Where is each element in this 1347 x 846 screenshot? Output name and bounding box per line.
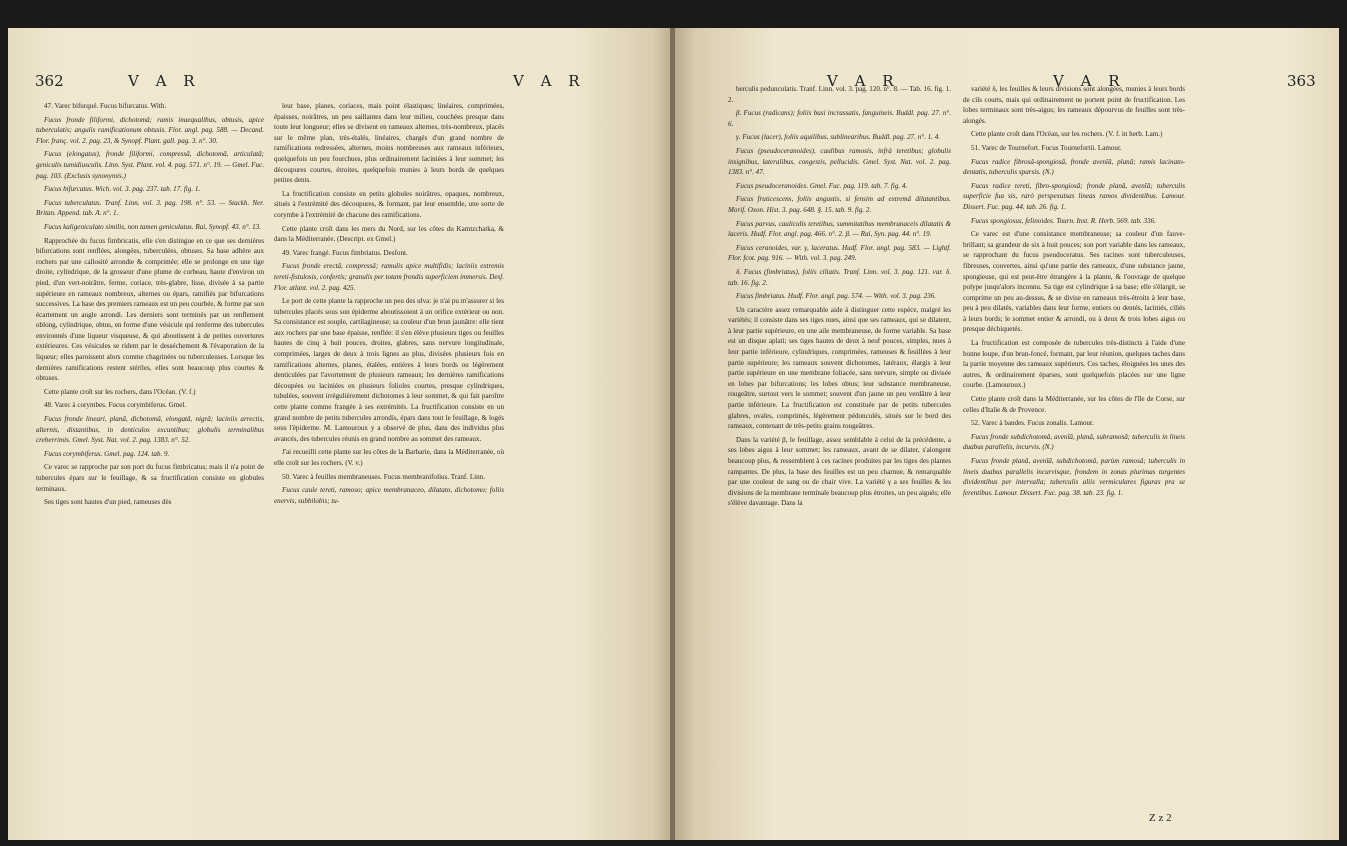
signature-mark: Z z 2: [1149, 812, 1172, 824]
paragraph: Fucus (pseudoceranoides), caulibus ramosis, infrà teretibus; globulis insignibus, lateralibus, congestis, pellucidis. Gmel. Syst. Nat. vol. 2. pag. 1383. n°. 47.: [728, 146, 951, 177]
paragraph: β. Fucus (radicans); foliis basi incrassatis, fanguineis. Buddl. pag. 27. n°. 6.: [728, 109, 951, 128]
paragraph: Fucus parvus, cauliculis teretibus, summitatibus membranaceis dilatatis & laceris. Hudf. Flor. angl. pag. 466. n°. 2. β. — Rai, Syn. pag. 44. n°. 19.: [728, 219, 951, 239]
paragraph: Ce varec se rapproche par son port du fucus fimbricatus; mais il n'a point de tubercules épars sur le feuillage, & sa fructification consiste en globules terminaux.: [36, 463, 264, 493]
paragraph: Fucus fronde filiformi, dichotomâ; ramis inaequalibus, obtusis, apice tuberculatis; angulis ramificationum obtusis. Flor. angl. pag. 588. — Decand. Flor. franç. vol. 2. pag. 23, & Synopf. Plant. gall. pag. 3. n°. 30.: [36, 115, 264, 145]
paragraph: 48. Varec à corymbes. Fucus corymbiferus. Gmel.: [44, 401, 187, 410]
paragraph: 47. Varec bifurqué. Fucus bifurcatus. With.: [44, 102, 167, 110]
paragraph: Dans la variété β, le feuillage, assez semblable à celui de la précédente, a ses lobes aigus à leur sommet; les rameaux, avant de se dilater, s'alongent beaucoup plus, & ressemblent à ces racines produites par les tiges des plantes rampantes. De plus, la base des feuilles est un peu charnue, & remarquable par une couleur de sang ou de chair vive. La variété γ a ses feuilles & les divisions de la membrane terminale beaucoup plus étroites, un peu aiguës; elle s'élève davantage. Dans la: [728, 435, 951, 508]
paragraph: leur base, planes, coriaces, mais point élastiques; linéaires, comprimées, épaisses, noirâtres, un peu saillantes dans leur milieu, couchées presque dans toute leur longueur; elles se divisent en rameaux alternes, très-nombreux, placés sur le même plan, très-étalés, linéaires, chargés d'un grand nombre de ramifications redressées, alternes, moins nombreuses aux rameaux inférieurs, quelquefois un peu fourchues, plus ordinairement laciniées à leur sommet; les découpures courtes, étroites, quelquefois munies à leurs bords de quelques petites dents.: [274, 102, 504, 185]
text-column-left: [36, 101, 264, 508]
paragraph: Fucus caule tereti, ramoso; apice membranaceo, dilatato, dichotomo; foliis enervis, subbilobis; tu-: [274, 486, 504, 505]
running-header: V A R: [827, 72, 900, 90]
paragraph: Fucus corymbiferus. Gmel. pag. 124. tab. 9.: [44, 449, 170, 458]
running-header: V A R: [1053, 72, 1126, 90]
paragraph: Un caractère assez remarquable aide à distinguer cette espèce, malgré les variétés; il consiste dans ses tiges nues, ainsi que ses rameaux, qui se dilatent, à leur partie supérieure, en une aile membraneuse, de forme variable. Sa base est un disque aplati; ses tiges hautes de deux à neuf pouces, simples, nues à leur partie inférieure, cylindriques, comprimées, rameuses & feuillées à leur partie supérieure; les rameaux souvent dichotomes, latéraux, élargis à leur partie supérieure en une membrane foliacée, sans nervure, simple ou divisée en lobes par bifurcations; les lobes obtus; leur substance membraneuse, rougeâtre, surtout vers le sommet; souvent d'un jaune un peu verdâtre à leur partie inférieure. La fructification est constituée par de petits tubercules glabres, ovales, comprimés, légèrement pédonculés, situés sur le bord des rameaux, contenant de très-petits grains rougeâtres.: [728, 305, 951, 431]
paragraph: Rapprochée du fucus fimbricatis, elle s'en distingue en ce que ses dernières bifurcations sont renflées, alongées, tuberculées, obtuses. Sa base adhère aux rochers par une callosité arrondie & comprimée; elle se prolonge en une tige droite, cylindrique, de la grosseur d'une plume de corbeau, haute d'environ un pied, d'un vert-noirâtre, ferme, coriace, très-glabre, lisse, divisée à sa partie supérieure en rameaux nombreux, alternes ou épars, ramifiés par bifurcations successives. La base des premiers rameaux est un peu courbée, & forme par son écartement un angle arrondi. Les derniers sont terminés par un renflement oblong, cylindrique, obtus, en forme d'une vésicule qui renferme des tubercules environnés d'une liqueur visqueuse, & qui aboutissent à de petites ouvertures extérieures. Ces vésicules se rident par le desséchement & l'évaporation de la liqueur; elles paroissent alors comme chagrinées ou tuberculeuses. Lorsque les dernières ramifications restent stériles, elles sont beaucoup plus courtes & obtuses.: [36, 236, 264, 383]
paragraph: Fucus fruticescens, foliis angustis, si fensim ad extremâ dilatantibus. Morif. Oxon. Hist. 3. pag. 648. §. 15. tab. 9. fig. 2.: [728, 195, 951, 214]
paragraph: 49. Varec frangé. Fucus fimbriatus. Desfont.: [282, 248, 408, 257]
paragraph: Le port de cette plante la rapproche un peu des ulva: je n'ai pu m'assurer si les tubercules placés sous son épiderme aboutissoient à un orifice extérieur ou non. Sa consistance est souple, cartilagineuse; sa couleur d'un brun jaunâtre: elle tient aux rochers par une base épaisse, renflée: il s'en élève plusieurs tiges ou feuilles hautes de cinq à huit pouces, droites, glabres, sans nervure longitudinale, comprimées, larges de deux à trois lignes au plus, divisées plusieurs fois en ramifications alternes, planes, étalées, entières à leurs bords ou légèrement denticulées par l'avortement de plusieurs rameaux; les dernières ramifications découpées ou laciniées en plusieurs folioles courtes, presque cylindriques, tubulées, souvent irrégulièrement dichotomes à leur sommet, & qui fait paroître cette plante comme frangée à ses extrémités. La fructification consiste en un grand nombre de petits tubercules arrondis, épars dans tout le feuillage, & logés sous l'épiderme. M. Lamouroux y a observé de plus, dans des individus plus avancés, des tubercules réunis en grand nombre au sommet des rameaux.: [274, 297, 504, 443]
right-page: [675, 28, 1339, 840]
paragraph: Fucus pseudoceranoides. Gmel. Fuc. pag. 119. tab. 7. fig. 4.: [736, 181, 908, 190]
page-number: 362: [35, 72, 64, 90]
paragraph: Ses tiges sont hautes d'un pied, rameuses dès: [44, 498, 172, 507]
paragraph: La fructification consiste en petits globules noirâtres, opaques, nombreux, situés à l'extrémité des découpures, & formant, par leur ensemble, une sorte de corymbe à l'extrémité de chacune des ramifications.: [274, 189, 504, 219]
paragraph: Fucus spongiosus, felinoides. Tourn. Inst. R. Herb. 569. tab. 336.: [971, 216, 1156, 225]
paragraph: Fucus fronde erectâ, compressâ; ramulis apice multifidis; laciniis extremis tereti-fistulosis, confertis; granulis per totam frondis superficiem immersis. Desf. Flor. atlant. vol. 2. pag. 425.: [274, 262, 504, 292]
paragraph: 51. Varec de Tournefort. Fucus Tournefortii. Lamour.: [971, 143, 1122, 152]
paragraph: Fucus fronde subdichotomâ, avenîâ, planâ, subramosâ; tuberculis in lineis duabus parallelis, incurvis. (N.): [963, 432, 1185, 452]
page-number: 363: [1287, 72, 1316, 90]
paragraph: variété δ, les feuilles & leurs divisions sont alongées, munies à leurs bords de cils courts, mais qui ordinairement ne portent point de fructification. Les lobes terminaux sont très-aigus; les rameaux dépourvus de feuilles sont très-alongés.: [963, 85, 1185, 125]
paragraph: Fucus radice tereti, fibro-spongiosâ; fronde planâ, avenîâ; tuberculis superficie fua sis, rarò perspexutsas lineas ramos dividentibus. Lamour. Dissert. Fuc. pag. 44. tab. 26. fig. 1.: [963, 181, 1185, 211]
paragraph: La fructification est composée de tubercules très-distincts à l'aide d'une bonne loupe, d'un brun-foncé, formant, par leur réunion, quelques taches dans la partie moyenne des rameaux supérieurs. Ces taches, éloignées les unes des autres, & ordinairement éparses, sont quelquefois placées sur une ligne courbe. (Lamouroux.): [963, 339, 1185, 390]
paragraph: 50. Varec à feuilles membraneuses. Fucus membranifolius. Tranf. Linn.: [282, 472, 485, 481]
paragraph: Fucus tuberculatus. Tranf. Linn. vol. 3. pag. 198. n°. 53. — Stackh. Ner. Britan. Append. tab. A. n°. 1.: [36, 198, 264, 218]
paragraph: δ. Fucus (fimbriatus), foliis ciliatis. Tranf. Linn. vol. 3. pag. 121. var. δ. tab. 16. fig. 2.: [728, 267, 951, 287]
paragraph: 52. Varec à bandes. Fucus zonalis. Lamour.: [971, 419, 1094, 428]
paragraph: Cette plante croît dans l'Océan, sur les rochers. (V. f. in herb. Lam.): [971, 130, 1163, 139]
paragraph: berculis pedunculatis. Tranf. Linn. vol. 3. pag. 120. n°. 8. — Tab. 16. fig. 1. 2.: [728, 85, 951, 104]
paragraph: Fucus fronde lineari, planâ, dichotomâ, elongatâ, nigrâ; laciniis arrectis, alternis, distantibus, in denticulos excuntibus; globulis terminalibus creberrimis. Gmel. Syst. Nat. vol. 2. pag. 1383. n°. 52.: [36, 415, 264, 445]
paragraph: Cette plante croît dans la Méditerranée, sur les côtes de l'île de Corse, sur celles d'Italie & de Provence.: [963, 395, 1185, 414]
paragraph: Fucus radice fibrosâ-spongiosâ, fronde avenîâ, planâ; ramis lacinato-dentatis, tuberculis sparsis. (N.): [963, 157, 1185, 177]
paragraph: Fucus fronde planâ, avenîâ, subdichotomâ, parùm ramosâ; tuberculis in lineis duabus parallelis incurvisque, frondem in zonas plurimas turgentes dividentibus per intervalla; tuberculis aliis vermiculares figuras pra se ferentibus. Lamour. Dissert. Fuc. pag. 38. tab. 23. fig. 1.: [963, 457, 1185, 497]
paragraph: Fucus bifurcatus. Wich. vol. 3. pag. 237. tab. 17. fig. 1.: [44, 185, 201, 194]
text-column-left: [728, 84, 951, 509]
paragraph: Cette plante croît sur les rochers, dans l'Océan. (V. f.): [44, 387, 196, 396]
paragraph: γ. Fucus (lacer), foliis aquilibus, sublinearibus. Buddl. pag. 27. n°. 1. 4.: [736, 133, 941, 142]
paragraph: Fucus ceranoides, var. γ, laceratus. Hudf. Flor. angl. pag. 583. — Lightf. Flor. fcot. pag. 916. — With. vol. 3. pag. 249.: [728, 243, 951, 263]
paragraph: Ce varec est d'une consistance membraneuse; sa couleur d'un fauve-brillant; sa grandeur de six à huit pouces; son port variable dans les rameaux, se rapprochant du fucus pseudoceratus. Ses racines sont tuberculeuses, fibreuses, couvertes, ainsi qu'une partie des rameaux, d'une substance jaune, spongieuse, qui est peut-être étrangère à la plante, & l'ouvrage de quelque polype jusqu'alors inconnu. Sa tige est cylindrique à sa base; elle s'élargit, se comprime un peu au-dessus, & se divise en rameaux très-étroits à leur base, peu à peu dilatés, variables dans leur forme, entiers ou dentés, laciniés, ciliés à leurs bords; le sommet entier & arrondi, ou à deux & trois lobes aigus ou presque déchiquetés.: [963, 230, 1185, 334]
paragraph: Fucus fimbriatus. Hudf. Flor. angl. pag. 574. — With. vol. 3. pag. 236.: [736, 292, 937, 301]
running-header: V A R: [128, 72, 201, 90]
left-page: [8, 28, 673, 840]
text-column-right: [963, 84, 1185, 498]
text-column-right: [274, 101, 504, 506]
paragraph: Fucus (elongatus), fronde filiformi, compressâ, dichotomâ, articulatâ; geniculis tumidiusculis. Linn. Syst. Plant. vol. 4. pag. 571. n°. 19. — Gmel. Fuc. pag. 103. (Exclusis synonymis.): [36, 150, 264, 180]
paragraph: J'ai recueilli cette plante sur les côtes de la Barbarie, dans la Méditerranée, où elle croît sur les rochers. (V. v.): [274, 448, 504, 467]
open-book: [8, 28, 1339, 840]
running-header: V A R: [513, 72, 586, 90]
paragraph: Fucus kaligeniculato similis, non tamen geniculatus. Rai, Synopf. 43. n°. 13.: [44, 222, 262, 231]
paragraph: Cette plante croît dans les mers du Nord, sur les côtes du Kamtzchatka, & dans la Méditerranée. (Descript. ex Gmel.): [274, 224, 504, 244]
